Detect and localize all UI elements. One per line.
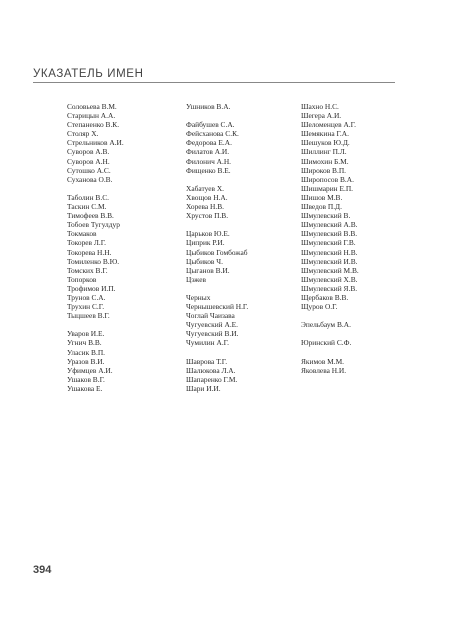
- index-entry: Сутошко А.С.: [67, 165, 111, 175]
- index-entry: Суворов А.Н.: [67, 156, 110, 166]
- index-entry: Шешуков Ю.Д.: [301, 138, 350, 148]
- index-column-3: [301, 102, 359, 375]
- index-entry: Хабатуев Х.: [186, 183, 224, 193]
- index-entry: Щуров О.Г.: [301, 302, 338, 312]
- index-entry: Столяр Х.: [67, 129, 99, 139]
- index-entry: Таболин В.С.: [67, 192, 109, 202]
- index-entry: Щербаков В.В.: [301, 292, 349, 302]
- index-entry: Чоглай Чаизава: [186, 311, 235, 321]
- header-rule: [33, 82, 395, 83]
- index-entry: Эпельбаум В.А.: [301, 320, 351, 330]
- index-entry: Фейсханова С.К.: [186, 129, 239, 139]
- index-gap: [186, 111, 248, 120]
- index-entry: Уфимцев А.И.: [67, 365, 113, 375]
- index-entry: Топорков: [67, 274, 97, 284]
- index-entry: Шмулевский Х.В.: [301, 274, 358, 284]
- index-entry: Широков В.П.: [301, 165, 347, 175]
- index-gap: [186, 220, 248, 229]
- index-entry: Шмулевский И.В.: [301, 256, 358, 266]
- index-gap: [301, 329, 359, 338]
- index-entry: Широпосов В.А.: [301, 174, 354, 184]
- index-entry: Степаненко В.К.: [67, 120, 120, 130]
- index-entry: Чугуевский В.И.: [186, 329, 239, 339]
- index-entry: Ушников В.А.: [186, 102, 231, 111]
- index-entry: Файбушев С.А.: [186, 120, 235, 130]
- index-entry: Шиллинг П.Л.: [301, 147, 347, 157]
- index-gap: [186, 284, 248, 293]
- index-entry: Шахно Н.С.: [301, 102, 339, 111]
- index-entry: Шмулевский В.: [301, 211, 351, 221]
- index-entry: Ушаков В.Г.: [67, 374, 105, 384]
- index-entry: Уваров И.Е.: [67, 329, 105, 339]
- index-entry: Хвощов Н.А.: [186, 192, 228, 202]
- index-entry: Шмулевский А.В.: [301, 220, 358, 230]
- index-entry: Шари И.И.: [186, 383, 221, 393]
- index-entry: Таскин С.М.: [67, 202, 107, 212]
- index-entry: Тимофеев В.В.: [67, 211, 114, 221]
- index-entry: Филатов А.И.: [186, 147, 230, 157]
- index-entry: Шмулевский М.В.: [301, 265, 359, 275]
- index-entry: Царьков Ю.Е.: [186, 229, 230, 239]
- index-gap: [186, 175, 248, 184]
- index-entry: Филонич А.Н.: [186, 156, 232, 166]
- index-entry: Хорева Н.В.: [186, 202, 225, 212]
- index-entry: Цыбиков Гомбожаб: [186, 247, 248, 257]
- index-column-1: [67, 102, 124, 393]
- index-entry: Шапаренко Г.М.: [186, 374, 238, 384]
- index-entry: Шемякина Г.А.: [301, 129, 349, 139]
- index-entry: Шимохин Б.М.: [301, 156, 349, 166]
- index-entry: Шеломенцев А.Г.: [301, 120, 356, 130]
- index-entry: Старицын А.А.: [67, 111, 116, 121]
- index-entry: Токорев Л.Г.: [67, 238, 107, 248]
- index-entry: Хрустов П.В.: [186, 211, 229, 221]
- index-gap: [67, 184, 124, 193]
- index-entry: Шегера А.И.: [301, 111, 342, 121]
- index-entry: Шмулевский Я.В.: [301, 283, 358, 293]
- index-entry: Шаврова Т.Г.: [186, 356, 228, 366]
- index-column-2: [186, 102, 248, 393]
- index-gap: [67, 320, 124, 329]
- index-entry: Токорева Н.Н.: [67, 247, 112, 257]
- index-entry: Токмаков: [67, 229, 97, 239]
- index-entry: Чернышевский Н.Г.: [186, 302, 249, 312]
- index-entry: Цыбиков Ч.: [186, 256, 223, 266]
- index-gap: [186, 348, 248, 357]
- index-entry: Трофимов И.П.: [67, 283, 116, 293]
- index-entry: Чугуевский А.Е.: [186, 320, 239, 330]
- index-entry: Цэжев: [186, 274, 207, 284]
- index-entry: Федорова Е.А.: [186, 138, 232, 148]
- index-entry: Уразов В.И.: [67, 356, 105, 366]
- index-entry: Якимов М.М.: [301, 356, 345, 366]
- index-entry: Шмулевский Н.В.: [301, 247, 358, 257]
- index-entry: Яковлева Н.И.: [301, 365, 347, 375]
- page-number: 394: [33, 564, 52, 576]
- index-entry: Шишов М.В.: [301, 192, 343, 202]
- index-entry: Томских В.Г.: [67, 265, 108, 275]
- index-entry: Шишмарин Е.П.: [301, 183, 354, 193]
- index-entry: Чумилин А.Г.: [186, 338, 229, 348]
- index-entry: Трухин С.Г.: [67, 302, 105, 312]
- index-entry: Ушакова Е.: [67, 383, 103, 393]
- index-entry: Томиленко В.Ю.: [67, 256, 120, 266]
- index-entry: Соловьева В.М.: [67, 102, 117, 111]
- index-entry: Фищенко В.Е.: [186, 165, 231, 175]
- index-entry: Суворов А.В.: [67, 147, 110, 157]
- index-entry: Цыганов В.И.: [186, 265, 230, 275]
- index-gap: [301, 348, 359, 357]
- index-gap: [301, 311, 359, 320]
- index-entry: Черных: [186, 292, 211, 302]
- index-entry: Шведов П.Д.: [301, 202, 342, 212]
- index-entry: Стрельников А.И.: [67, 138, 124, 148]
- running-header-title: УКАЗАТЕЛЬ ИМЕН: [33, 68, 144, 80]
- index-entry: Трунов С.А.: [67, 292, 106, 302]
- index-entry: Тобоев Тугулдур: [67, 220, 120, 230]
- index-entry: Шалюкова Л.А.: [186, 365, 236, 375]
- index-entry: Угнич В.В.: [67, 338, 102, 348]
- index-entry: Шмулевский В.В.: [301, 229, 358, 239]
- index-entry: Уласик В.П.: [67, 347, 106, 357]
- index-entry: Шмулевский Г.В.: [301, 238, 356, 248]
- index-entry: Тыцшеев В.Г.: [67, 311, 110, 321]
- index-entry: Циприк Р.И.: [186, 238, 225, 248]
- index-entry: Суханова О.В.: [67, 174, 113, 184]
- index-entry: Юринский С.Ф.: [301, 338, 352, 348]
